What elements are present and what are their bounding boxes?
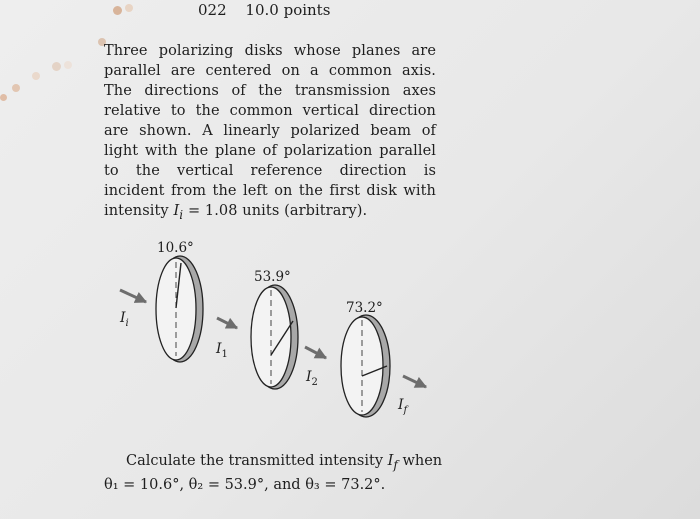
incident-beam-arrow xyxy=(120,290,146,302)
intensity-symbol: I xyxy=(173,203,180,219)
polarizer-disk-3 xyxy=(341,315,390,417)
label-If: $I_f$ xyxy=(398,397,408,416)
beam-arrow-2 xyxy=(305,347,326,358)
question-points: 10.0 points xyxy=(245,1,331,19)
label-I2: $I_2$ xyxy=(306,369,318,388)
disk-2-angle-label: 53.9° xyxy=(254,269,291,285)
transmitted-beam-arrow xyxy=(403,376,426,387)
question-prompt xyxy=(104,451,442,495)
question-line-2: θ₁ = 10.6°, θ₂ = 53.9°, and θ₃ = 73.2°. xyxy=(104,476,386,493)
problem-text-before: Three polarizing disks whose planes are parallel are centered on a common axis. The directions of the transmission axes relative to the common vertical direction are shown. A linearly polarized beam of light with the plane of polarization parallel to the vertical reference direction is incident from the left on the first disk with intensity xyxy=(104,43,436,219)
polarizer-disk-2 xyxy=(251,285,298,389)
polarizer-disk-1 xyxy=(156,256,203,362)
problem-text-after: = 1.08 units (arbitrary). xyxy=(183,203,368,219)
intensity-subscript: i xyxy=(179,207,184,222)
label-Ii: $I_i$ xyxy=(120,310,129,329)
disk-3-angle-label: 73.2° xyxy=(346,300,383,316)
question-number: 022 xyxy=(198,1,227,19)
question-line-1: Calculate the transmitted intensity $I_f$ when xyxy=(126,453,443,472)
label-I1: $I_1$ xyxy=(216,341,228,360)
disk-1-angle-label: 10.6° xyxy=(157,240,194,256)
beam-arrow-1 xyxy=(217,318,237,328)
